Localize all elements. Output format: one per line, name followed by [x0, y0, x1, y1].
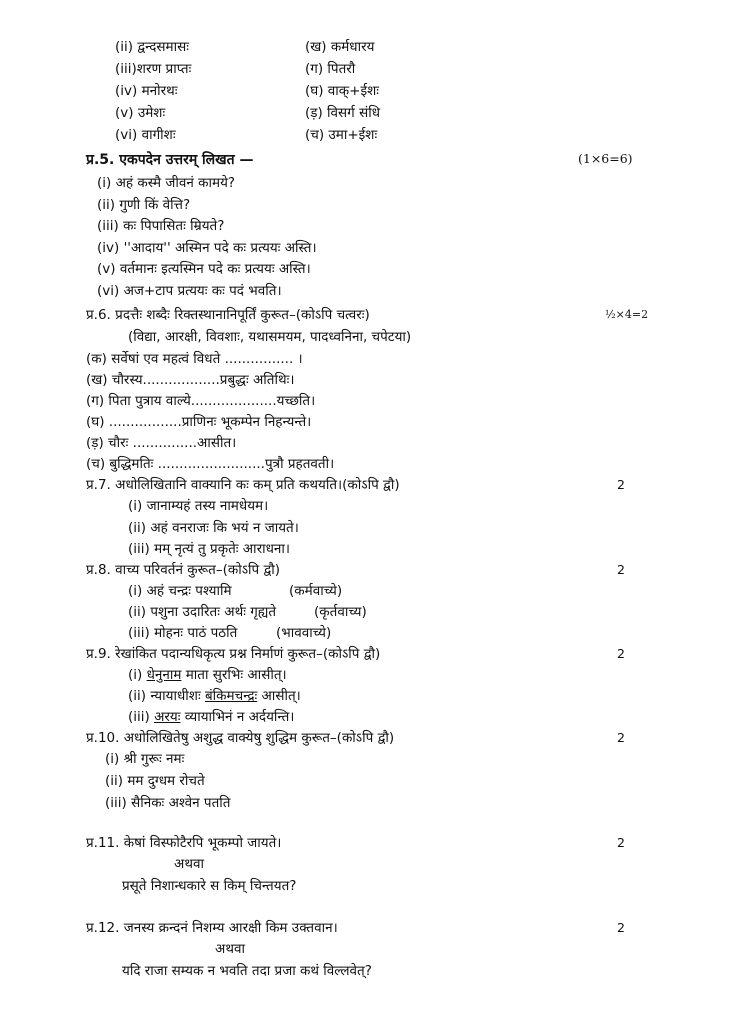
q6-item-4: (घ) .................प्राणिनः भूकम्पेन निहन्यन्ते। [86, 414, 312, 430]
q5-item-3: (iii) कः पिपासितः म्रियते? [97, 218, 225, 234]
q8-marks: 2 [617, 562, 625, 577]
q8-item-3: (iii) मोहनः पाठं पठति [128, 625, 238, 641]
q6-item-1: (क) सर्वेषां एव महत्वं विधते ................ । [86, 351, 303, 367]
q8-item-3-hint: (भाववाच्ये) [276, 625, 332, 641]
q8-title: प्र.8. वाच्य परिवर्तनं कुरूत–(कोऽपि द्वौ) [86, 562, 281, 578]
match-right-5: (ड़) विसर्ग संधि [305, 105, 380, 121]
q6-item-3: (ग) पिता पुत्राय वाल्ये....................यच्छति। [86, 393, 316, 409]
q6-item-6: (च) बुद्धिमतिः .........................पुत्रौ प्रहतवती। [86, 456, 335, 472]
q5-marks: (1×6=6) [578, 151, 633, 166]
q10-item-2: (ii) मम दुग्धम रोचते [105, 773, 205, 789]
q5-title: प्र.5. एकपदेन उत्तरम् लिखत — [86, 152, 254, 168]
match-right-3: (ग) पितरौ [305, 61, 356, 77]
match-left-5: (v) उमेशः [115, 105, 166, 121]
q12-or: अथवा [215, 941, 245, 957]
match-right-6: (च) उमा+ईशः [305, 127, 378, 143]
q10-title: प्र.10. अधोलिखितेषु अशुद्ध वाक्येषु शुद्धिम कुरूत–(कोऽपि द्वौ) [86, 730, 395, 746]
q11-alt: प्रसूते निशान्धकारे स किम् चिन्तयत? [122, 878, 297, 894]
underlined-word: धेनुनाम [146, 667, 182, 683]
q7-item-2: (ii) अहं वनराजः कि भयं न जायते। [128, 520, 299, 536]
q11-marks: 2 [617, 835, 625, 850]
match-left-6: (vi) वागीशः [115, 127, 176, 143]
q5-item-5: (v) वर्तमानः इत्यस्मिन पदे कः प्रत्ययः अस्ति। [97, 261, 311, 277]
match-left-3: (iii)शरण प्राप्तः [115, 61, 192, 77]
q7-item-3: (iii) मम् नृत्यं तु प्रकृतेः आराधना। [128, 541, 291, 557]
q9-item-1: (i) धेनुनाम माता सुरभिः आसीत्। [128, 667, 287, 683]
q6-marks: ½×4=2 [605, 308, 649, 321]
q8-item-2-hint: (कृर्तवाच्य) [314, 604, 367, 620]
q10-marks: 2 [617, 730, 625, 745]
q7-marks: 2 [617, 477, 625, 492]
underlined-word: बंकिमचन्द्रः [204, 688, 258, 704]
q5-item-2: (ii) गुणी किं वेत्ति? [97, 197, 191, 213]
q9-marks: 2 [617, 646, 625, 661]
q5-item-6: (vi) अज+टाप प्रत्ययः कः पदं भवति। [97, 283, 282, 299]
q9-item-2: (ii) न्यायाधीशः बंकिमचन्द्रः आसीत्। [128, 688, 301, 704]
underlined-word: अरयः [154, 709, 181, 725]
q8-item-2: (ii) पशुना उदारितः अर्थः गृह्यते [128, 604, 277, 620]
q5-item-1: (i) अहं कस्मै जीवनं कामये? [97, 175, 236, 191]
q7-title: प्र.7. अधोलिखितानि वाक्यानि कः कम् प्रति कथयति।(कोऽपि द्वौ) [86, 477, 400, 493]
q9-item-3: (iii) अरयः व्यायाभिनं न अर्दयन्ति। [128, 709, 295, 725]
q10-item-3: (iii) सैनिकः अश्वेन पतति [105, 795, 231, 811]
q6-word-bank: (विद्या, आरक्षी, विवशाः, यथासमयम, पादध्वनिना, चपेटया) [128, 329, 412, 345]
q10-item-1: (i) श्री गुरूः नमः [105, 751, 185, 767]
match-left-2: (ii) द्वन्दसमासः [115, 39, 189, 55]
q6-item-5: (ड़) चौरः ...............आसीत। [86, 435, 237, 451]
match-left-4: (iv) मनोरथः [115, 83, 178, 99]
q12-alt: यदि राजा सम्यक न भवति तदा प्रजा कथं विल्लवेत्? [122, 963, 372, 979]
q12-marks: 2 [617, 920, 625, 935]
q8-item-1: (i) अहं चन्द्रः पश्यामि [128, 583, 232, 599]
q9-title: प्र.9. रेखांकित पदान्यधिकृत्य प्रश्न निर्माणं कुरूत–(कोऽपि द्वौ) [86, 646, 381, 662]
q7-item-1: (i) जानाम्यहं तस्य नामधेयम। [128, 498, 269, 514]
match-right-4: (घ) वाक्+ईशः [305, 83, 380, 99]
q12-title: प्र.12. जनस्य क्रन्दनं निशम्य आरक्षी किम उक्तवान। [86, 920, 338, 936]
q6-title: प्र.6. प्रदत्तैः शब्दैः रिक्तस्थानानिपूर्तिं कुरूत–(कोऽपि चत्वरः) [86, 307, 370, 323]
q8-item-1-hint: (कर्मवाच्ये) [289, 583, 343, 599]
match-right-2: (ख) कर्मधारय [305, 39, 375, 55]
q11-title: प्र.11. केषां विस्फोटैरपि भूकम्पो जायते। [86, 835, 282, 851]
q5-item-4: (iv) ''आदाय'' अस्मिन पदे कः प्रत्ययः अस्ति। [97, 240, 317, 256]
q11-or: अथवा [174, 856, 204, 872]
q6-item-2: (ख) चौरस्य..................प्रबुद्धः अतिथिः। [86, 372, 295, 388]
